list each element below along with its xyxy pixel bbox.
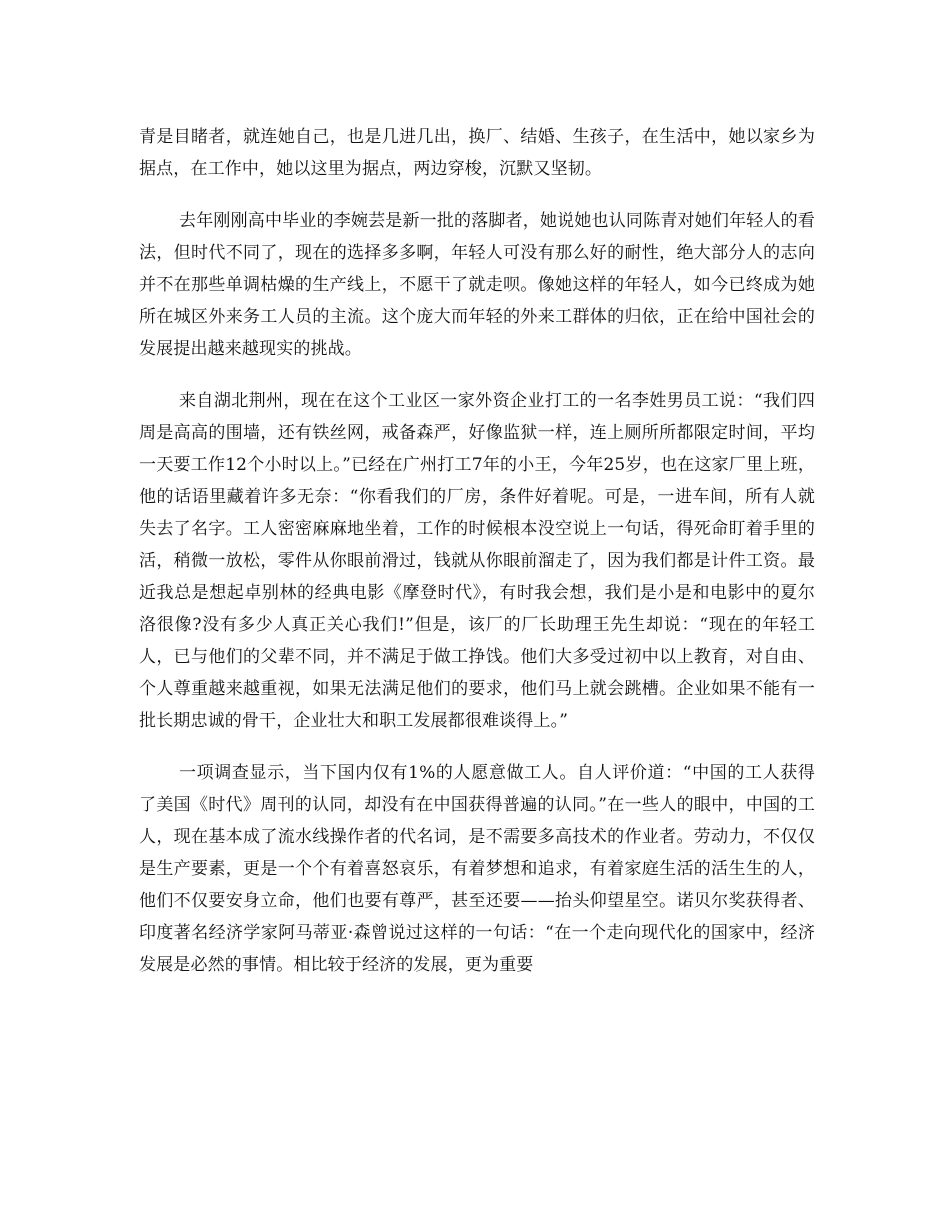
paragraph-2: 去年刚刚高中毕业的李婉芸是新一批的落脚者，她说她也认同陈青对她们年轻人的看法，但时代不同了，现在的选择多多啊，年轻人可没有那么好的耐性，绝大部分人的志向并不在那些单调枯燥的生产线上，不愿干了就走呗。像她这样的年轻人，如今已终成为她所在城区外来务工人员的主流。这个庞大而年轻的外来工群体的归依，正在给中国社会的发展提出越来越现实的挑战。 [139,211,815,359]
paragraph-4: 一项调查显示，当下国内仅有1%的人愿意做工人。自人评价道：“中国的工人获得了美国《时代》周刊的认同，却没有在中国获得普遍的认同。”在一些人的眼中，中国的工人，现在基本成了流水线操作者的代名词，是不需要多高技术的作业者。劳动力，不仅仅是生产要素，更是一个个有着喜怒哀乐，有着梦想和追求，有着家庭生活的活生生的人，他们不仅要安身立命，他们也要有尊严，甚至还要——抬头仰望星空。诺贝尔奖获得者、印度著名经济学家阿马蒂亚·森曾说过这样的一句话：“在一个走向现代化的国家中，经济发展是必然的事情。相比较于经济的发展，更为重要 [139,763,815,975]
paragraph-3: 来自湖北荆州，现在在这个工业区一家外资企业打工的一名李姓男员工说：“我们四周是高高的围墙，还有铁丝网，戒备森严，好像监狱一样，连上厕所所都限定时间，平均一天要工作12个小时以上。”已经在广州打工7年的小王，今年25岁，也在这家厂里上班，他的话语里藏着许多无奈：“你看我们的厂房，条件好着呢。可是，一进车间，所有人就失去了名字。工人密密麻麻地坐着，工作的时候根本没空说上一句话，得死命盯着手里的活，稍微一放松，零件从你眼前滑过，钱就从你眼前溜走了，因为我们都是计件工资。最近我总是想起卓别林的经典电影《摩登时代》，有时我会想，我们是小是和电影中的夏尔洛很像?没有多少人真正关心我们!”但是，该厂的厂长助理王先生却说：“现在的年轻工人，已与他们的父辈不同，并不满足于做工挣饯。他们大多受过初中以上教育，对自由、个人尊重越来越重视，如果无法满足他们的要求，他们马上就会跳槽。企业如果不能有一批长期忠诚的骨干，企业壮大和职工发展都很难谈得上。” [139,391,815,731]
article-body [139,121,815,1001]
paragraph-1: 青是目睹者，就连她自己，也是几进几出，换厂、结婚、生孩子，在生活中，她以家乡为据点，在工作中，她以这里为据点，两边穿梭，沉默又坚韧。 [139,127,815,179]
